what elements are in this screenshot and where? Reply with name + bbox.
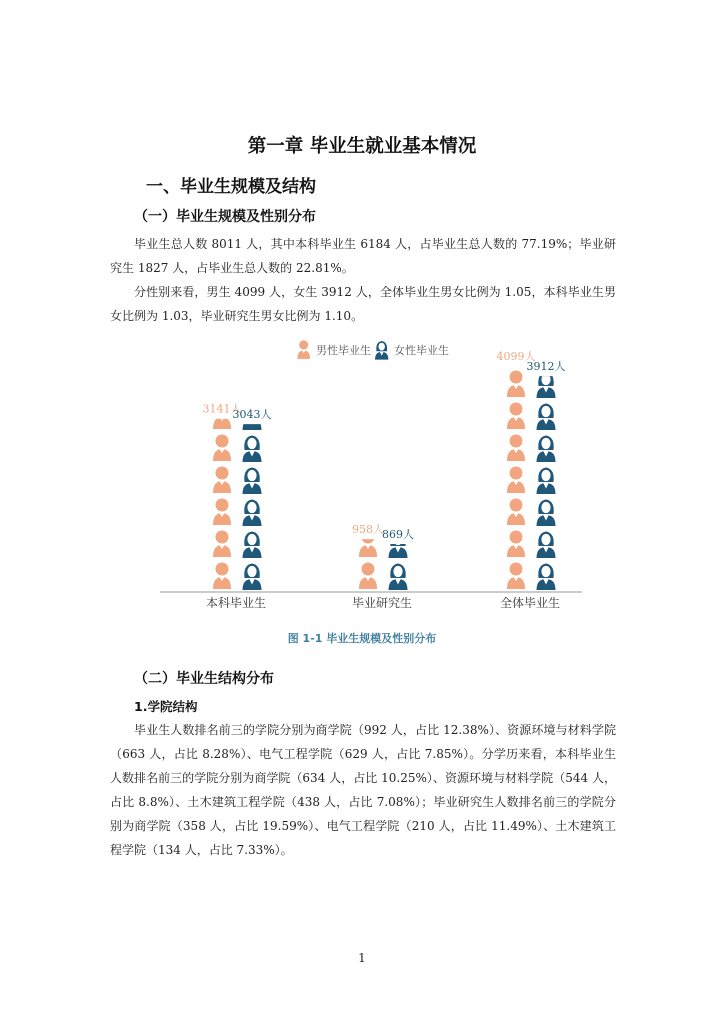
legend-label: 男性毕业生 [316, 344, 371, 357]
male-person-icon [213, 563, 231, 590]
subsection-title-2: （二）毕业生结构分布 [134, 671, 274, 687]
male-bar [497, 339, 536, 590]
female-person-icon [537, 532, 556, 559]
female-person-icon [537, 404, 556, 431]
data-label: 3141人 [202, 402, 242, 416]
male-person-icon [213, 531, 231, 558]
male-person-icon [213, 435, 231, 462]
female-person-icon [243, 436, 262, 463]
female-person-icon [243, 500, 262, 527]
paragraph-graduate-total: 毕业生总人数 8011 人，其中本科毕业生 6184 人，占毕业生总人数的 77.19%；毕业研究生 1827 人，占毕业生总人数的 22.81%。 [110, 237, 616, 275]
male-bar [203, 403, 242, 590]
data-label: 4099人 [496, 349, 536, 363]
x-tick-label: 全体毕业生 [499, 596, 561, 608]
male-person-icon [507, 371, 525, 398]
data-label: 3912人 [526, 360, 566, 374]
female-person-icon [537, 372, 556, 399]
x-tick-label: 毕业研究生 [351, 596, 413, 608]
college-structure-heading: 1.学院结构 [134, 699, 198, 714]
chart-legend [297, 340, 449, 359]
section-title: 一、毕业生规模及结构 [146, 177, 316, 197]
female-person-icon [537, 436, 556, 463]
figure-caption: 图 1-1 毕业生规模及性别分布 [287, 632, 437, 645]
male-person-icon [507, 563, 525, 590]
paragraph-gender-ratio: 分性别来看，男生 4099 人，女生 3912 人，全体毕业生男女比例为 1.05，本科毕业生男女比例为 1.03，毕业研究生男女比例为 1.10。 [110, 285, 616, 323]
data-label: 958人 [352, 523, 384, 537]
female-person-icon [243, 468, 262, 495]
male-person-icon [213, 467, 231, 494]
data-label: 869人 [382, 528, 414, 542]
male-person-icon [359, 563, 377, 590]
male-bar [352, 523, 384, 589]
subsection-title-1: （一）毕业生规模及性别分布 [134, 209, 316, 225]
female-bar [527, 360, 566, 590]
female-person-icon [243, 564, 262, 591]
legend-female-icon [375, 341, 388, 360]
female-person-icon [389, 564, 408, 591]
female-person-icon [537, 468, 556, 495]
chapter-title: 第一章 毕业生就业基本情况 [247, 136, 477, 157]
page-number: 1 [358, 951, 366, 965]
female-bar [233, 404, 272, 591]
male-person-icon [507, 531, 525, 558]
legend-label: 女性毕业生 [394, 344, 449, 357]
male-person-icon [507, 467, 525, 494]
female-person-icon [537, 564, 556, 591]
male-person-icon [507, 435, 525, 462]
data-label: 3043人 [232, 408, 272, 422]
legend-male-icon [297, 340, 310, 359]
x-tick-label: 本科毕业生 [205, 596, 267, 608]
male-person-icon [507, 499, 525, 526]
female-bar [382, 528, 414, 590]
paragraph-college-ranking: 毕业生人数排名前三的学院分别为商学院（992 人，占比 12.38%）、资源环境与材料学院（663 人，占比 8.28%）、电气工程学院（629 人，占比 7.85%）。分学历来看，本科毕业生人数排名前三的学院分别为商学院（634 人，占比 10.25%）、资源环境与材料学院（544 人，占比 8.8%）、土木建筑工程学院（438 人，占比 7.08%）；毕业研究生人数排名前三的学院分别为商学院（358 人，占比 19.59%）、电气工程学院（210 人，占比 11.49%）、土木建筑工程学院（134 人，占比 7.33%）。 [110, 723, 616, 857]
male-person-icon [507, 403, 525, 430]
female-person-icon [243, 532, 262, 559]
male-person-icon [213, 499, 231, 526]
female-person-icon [537, 500, 556, 527]
gender-pictograph-chart [150, 338, 590, 608]
